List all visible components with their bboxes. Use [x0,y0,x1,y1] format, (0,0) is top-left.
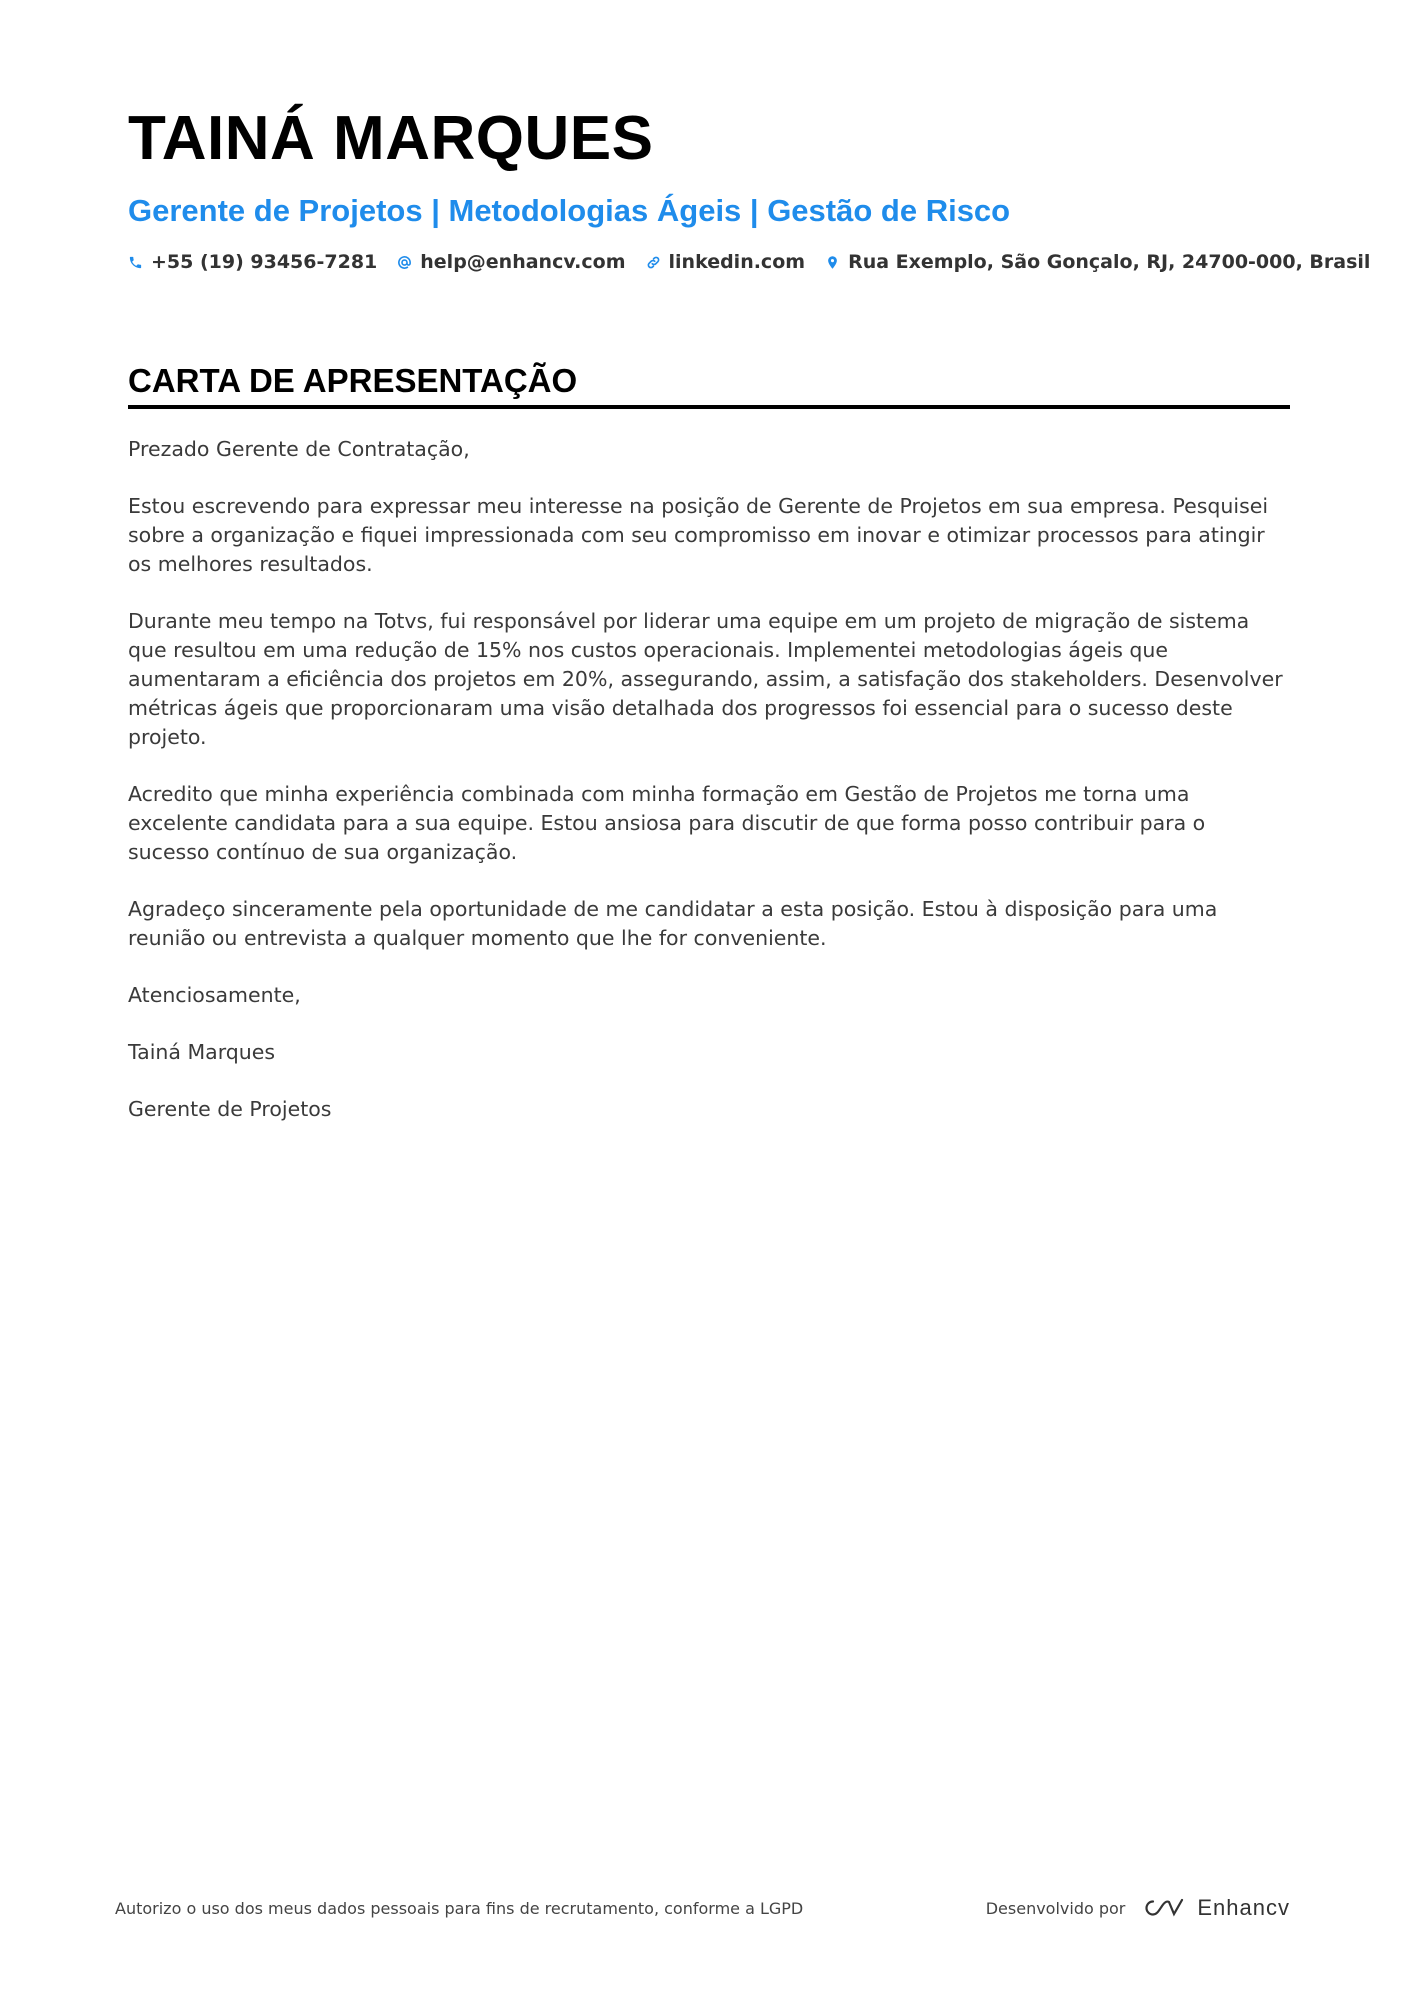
consent-note: Autorizo o uso dos meus dados pessoais para fins de recrutamento, conforme a LGPD [115,1898,804,1918]
powered-by-label: Desenvolvido por [985,1898,1126,1918]
candidate-name: TAINÁ MARQUES [128,104,654,173]
candidate-headline: Gerente de Projetos | Metodologias Ágeis | Gestão de Risco [128,193,1011,228]
phone-icon [128,255,143,270]
letter-paragraph: Agradeço sinceramente pela oportunidade de me candidatar a esta posição. Estou à disposição para uma reunião ou entrevista a qualquer momento que lhe for conveniente. [128,896,1218,950]
contact-phone-text: +55 (19) 93456-7281 [151,251,378,274]
signature-title: Gerente de Projetos [128,1096,332,1121]
contact-email[interactable] [397,251,625,273]
contact-bar [128,251,1371,274]
page-footer [115,1895,1290,1921]
letter-paragraph: Acredito que minha experiência combinada com minha formação em Gestão de Projetos me torna uma excelente candidata para a sua equipe. Estou ansiosa para discutir de que forma posso contribuir para o sucesso contínuo de sua organização. [128,781,1206,864]
cover-letter-page [128,104,1371,1152]
contact-address-text: Rua Exemplo, São Gonçalo, RJ, 24700-000, Brasil [848,251,1371,274]
letter-paragraph: Durante meu tempo na Totvs, fui responsável por liderar uma equipe em um projeto de migração de sistema que resultou em uma redução de 15% nos custos operacionais. Implementei metodologias ágeis que aumentaram a eficiência dos projetos em 20%, assegurando, assim, a satisfação dos stakeholders. Desenvolver métricas ágeis que proporcionaram uma visão detalhada dos progressos foi essencial para o sucesso deste projeto. [128,608,1283,749]
letter-paragraph: Estou escrevendo para expressar meu interesse na posição de Gerente de Projetos em sua empresa. Pesquisei sobre a organização e fiquei impressionada com seu compromisso em inovar e otimizar processos para atingir os melhores resultados. [128,493,1269,576]
contact-email-text: help@enhancv.com [420,251,626,274]
link-icon [646,255,661,270]
at-icon [397,255,412,270]
enhancv-brand-text: Enhancv [1197,1895,1290,1920]
enhancv-logo [1139,1895,1290,1921]
enhancv-logo-icon [1139,1897,1185,1919]
contact-linkedin-text: linkedin.com [668,251,806,274]
signature-name: Tainá Marques [128,1039,276,1064]
contact-phone[interactable] [128,251,377,273]
section-title: CARTA DE APRESENTAÇÃO [128,361,1290,409]
contact-linkedin[interactable] [646,251,806,273]
letter-body [128,435,1290,1124]
powered-by[interactable] [986,1895,1290,1921]
contact-address [825,251,1370,273]
letter-greeting: Prezado Gerente de Contratação, [128,436,470,461]
letter-closing: Atenciosamente, [128,982,301,1007]
location-pin-icon [825,255,840,270]
